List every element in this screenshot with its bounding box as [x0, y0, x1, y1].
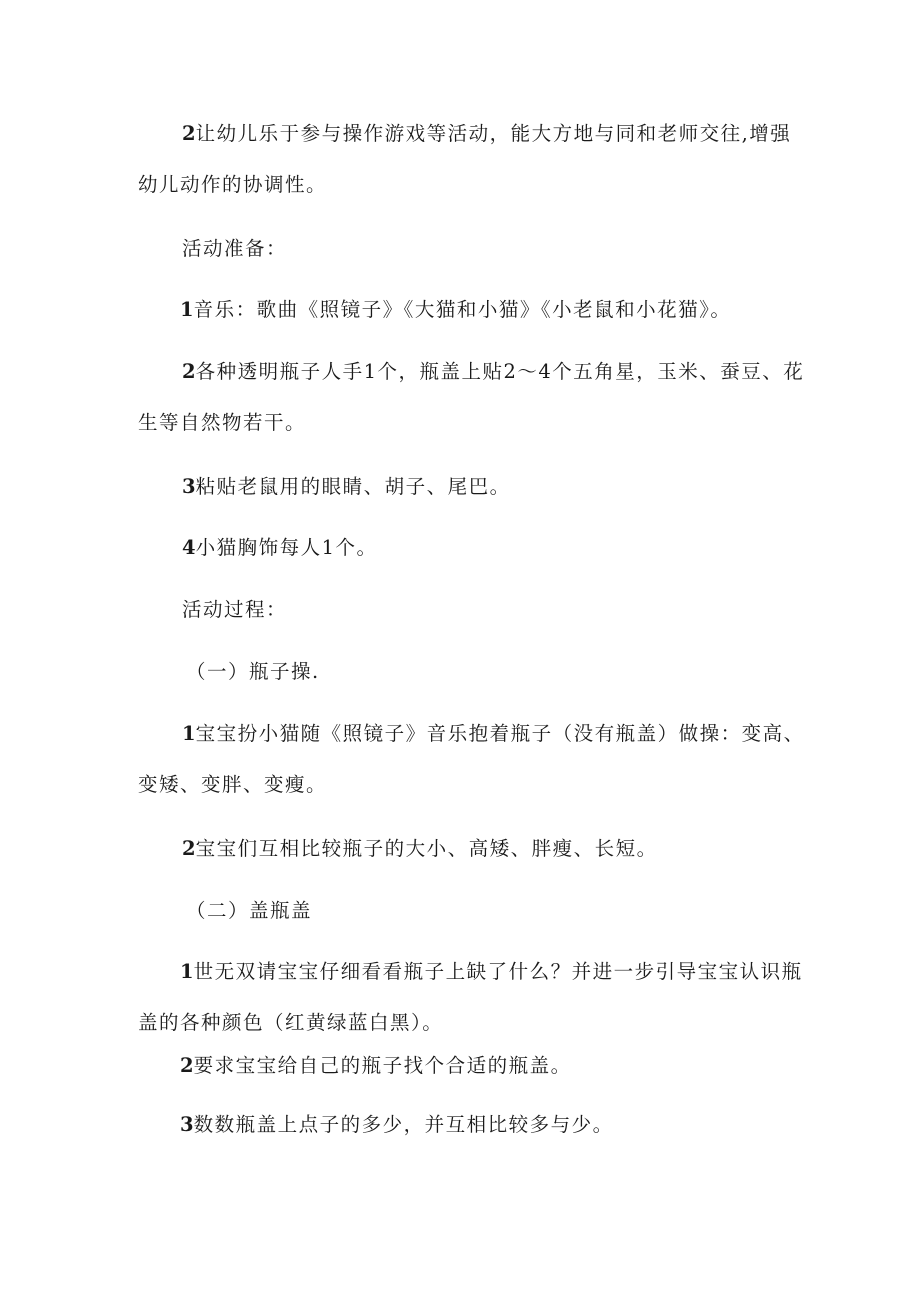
section-heading [182, 235, 287, 263]
line-text: 世无双请宝宝仔细看看瓶子上缺了什么？并进一步引导宝宝认识瓶 [193, 960, 803, 983]
paragraph-line [138, 171, 327, 199]
paragraph-line [180, 1111, 614, 1139]
line-text: 数数瓶盖上点子的多少，并互相比较多与少。 [193, 1113, 614, 1136]
list-number: 4 [182, 536, 196, 559]
line-text: 各种透明瓶子人手1个，瓶盖上贴2～4个五角星，玉米、蚕豆、花 [195, 360, 805, 383]
line-text: 活动准备： [182, 237, 288, 260]
list-number: 3 [182, 475, 196, 498]
subsection-heading [186, 658, 320, 686]
list-number: 3 [180, 1113, 194, 1136]
paragraph-line [182, 835, 658, 863]
list-number: 2 [180, 1054, 194, 1077]
list-number: 2 [182, 360, 196, 383]
subsection-heading [186, 897, 312, 925]
line-text: 要求宝宝给自己的瓶子找个合适的瓶盖。 [193, 1054, 572, 1077]
line-text: 变矮、变胖、变瘦。 [138, 773, 328, 796]
paragraph-line [138, 771, 327, 799]
line-text: （二）盖瓶盖 [186, 899, 313, 922]
paragraph-line [180, 1052, 572, 1080]
paragraph-line [180, 296, 731, 324]
paragraph-line [180, 958, 803, 986]
line-text: （一）瓶子操. [186, 660, 320, 683]
paragraph-line [182, 720, 805, 748]
line-text: 生等自然物若干。 [138, 411, 307, 434]
list-number: 2 [182, 837, 196, 860]
line-text: 活动过程： [182, 598, 288, 621]
paragraph-line [138, 1009, 443, 1037]
paragraph-line [138, 409, 306, 437]
line-text: 幼儿动作的协调性。 [138, 173, 328, 196]
line-text: 宝宝们互相比较瓶子的大小、高矮、胖瘦、长短。 [195, 837, 658, 860]
list-number: 1 [182, 722, 196, 745]
paragraph-line [182, 534, 378, 562]
line-text: 音乐：歌曲《照镜子》《大猫和小猫》《小老鼠和小花猫》。 [193, 298, 732, 321]
paragraph-line [182, 120, 791, 148]
list-number: 1 [180, 960, 194, 983]
line-text: 小猫胸饰每人1个。 [195, 536, 378, 559]
list-number: 2 [182, 122, 196, 145]
paragraph-line [182, 358, 804, 386]
paragraph-line [182, 473, 511, 501]
line-text: 让幼儿乐于参与操作游戏等活动，能大方地与同和老师交往,增强 [195, 122, 792, 145]
list-number: 1 [180, 298, 194, 321]
line-text: 宝宝扮小猫随《照镜子》音乐抱着瓶子（没有瓶盖）做操：变高、 [195, 722, 805, 745]
line-text: 盖的各种颜色（红黄绿蓝白黑）。 [138, 1011, 444, 1034]
section-heading [182, 596, 287, 624]
line-text: 粘贴老鼠用的眼睛、胡子、尾巴。 [195, 475, 511, 498]
